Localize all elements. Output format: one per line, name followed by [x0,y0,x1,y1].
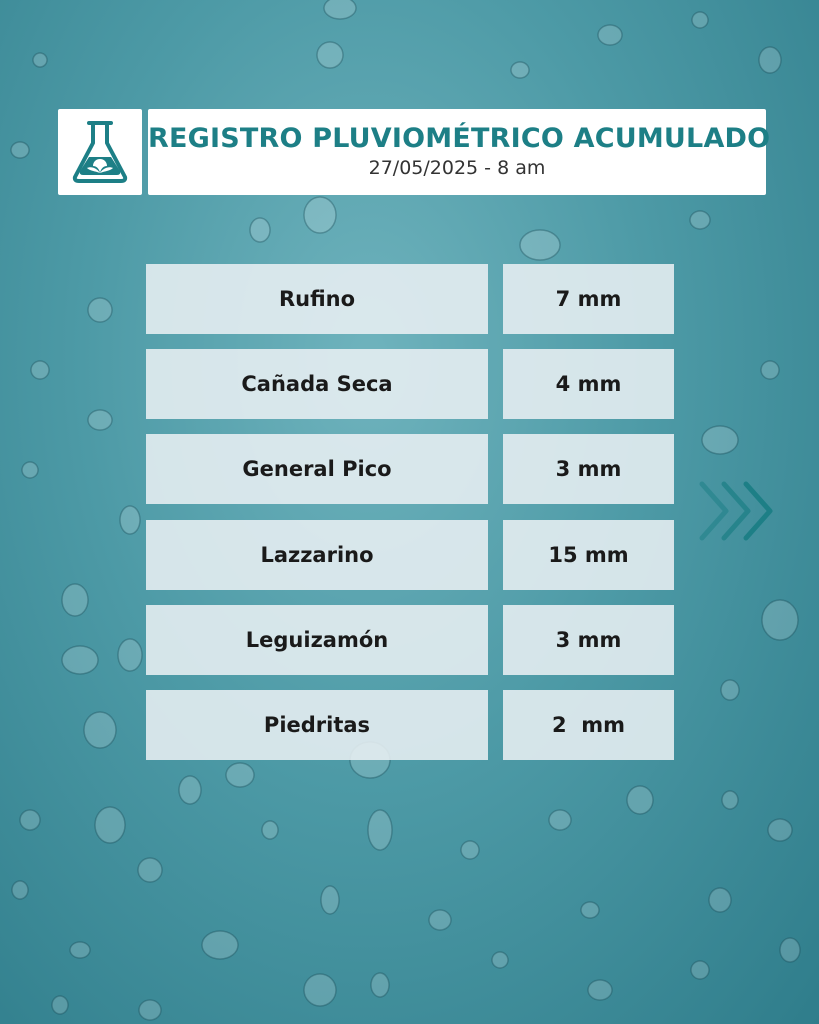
table-row [146,349,674,419]
rainfall-cell: 4 mm [503,349,674,419]
page-title: REGISTRO PLUVIOMÉTRICO ACUMULADO [148,123,771,154]
flask-plant-icon [69,119,131,185]
rainfall-cell: 3 mm [503,605,674,675]
table-row [146,520,674,590]
table-row [146,605,674,675]
logo-badge [58,109,142,195]
table-row [146,264,674,334]
table-row [146,690,674,760]
location-cell: Rufino [146,264,488,334]
location-cell: Cañada Seca [146,349,488,419]
rainfall-cell: 7 mm [503,264,674,334]
location-cell: Leguizamón [146,605,488,675]
rainfall-cell: 2 mm [503,690,674,760]
rainfall-cell: 3 mm [503,434,674,504]
location-cell: Piedritas [146,690,488,760]
rainfall-cell: 15 mm [503,520,674,590]
table-row [146,434,674,504]
header-banner [148,109,771,195]
triple-chevron-right-icon[interactable] [696,476,780,546]
location-cell: General Pico [146,434,488,504]
report-date: 27/05/2025 - 8 am [368,157,546,179]
location-cell: Lazzarino [146,520,488,590]
